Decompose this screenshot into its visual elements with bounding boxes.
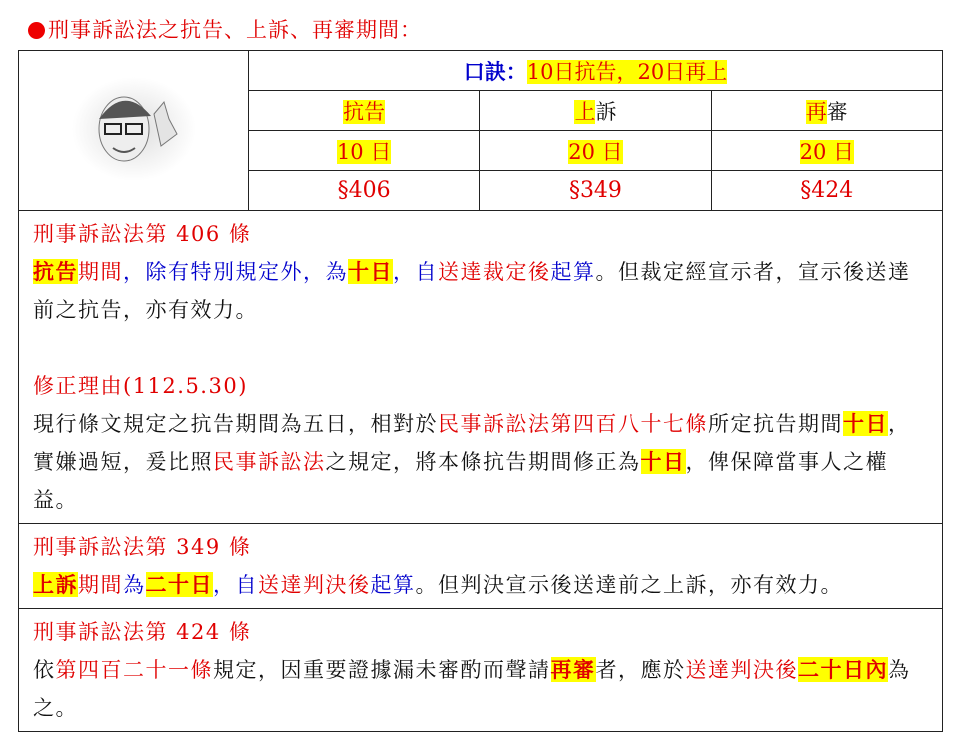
text-segment: 民事訴訟法第四百八十七條: [438, 412, 708, 436]
article-paragraph: [33, 329, 930, 367]
text-segment: ，自: [213, 573, 258, 597]
section-ref: §406: [337, 178, 391, 203]
highlighted-text: 上訴: [33, 572, 78, 597]
text-segment: 第四百二十一條: [55, 658, 213, 682]
text-segment: 起算: [370, 573, 416, 597]
text-segment: 者，應於: [595, 658, 686, 682]
portrait-sketch: [19, 51, 249, 211]
article-heading: 刑事訴訟法第 424 條: [33, 620, 252, 644]
portrait-icon: [69, 74, 199, 184]
text-segment: 為之。: [33, 658, 911, 720]
highlighted-text: 十日: [843, 411, 888, 436]
highlighted-text: 二十日: [145, 572, 213, 597]
highlighted-text: 十日: [640, 449, 686, 474]
red-bullet-icon: [28, 22, 45, 39]
article-paragraph: [33, 253, 930, 329]
article-heading: 刑事訴訟法第 406 條: [33, 222, 252, 246]
text-segment: 民事訴訟法: [213, 450, 326, 474]
header-highlight: 上: [574, 99, 596, 124]
text-segment: 依: [33, 658, 56, 682]
text-segment: 期間: [78, 260, 123, 284]
highlighted-text: 再審: [550, 657, 596, 682]
days-value: 10 日: [336, 139, 392, 164]
text-segment: 為: [123, 573, 146, 597]
article-paragraph: [33, 405, 930, 519]
text-segment: 送達判決後: [685, 658, 798, 682]
text-segment: 。但裁定經宣示者，宣示後送達前之抗告，亦有效力。: [33, 260, 911, 322]
mnemonic-label: 口訣：: [463, 58, 527, 84]
text-segment: 規定，因重要證據漏未審酌而聲請: [213, 658, 551, 682]
text-segment: ，自: [393, 260, 438, 284]
days-value: 20 日: [799, 139, 854, 164]
article-heading: 刑事訴訟法第 349 條: [33, 535, 252, 559]
header-highlight: 抗告: [343, 99, 386, 124]
section-cell: [480, 171, 711, 211]
text-segment: 修正理由(112.5.30): [33, 374, 248, 398]
mnemonic-cell: [249, 51, 943, 91]
page-title: [28, 14, 422, 44]
text-segment: 期間: [78, 573, 123, 597]
text-segment: 起算: [550, 260, 596, 284]
column-header-appeal: [249, 91, 480, 131]
text-segment: 送達裁定後: [438, 260, 551, 284]
text-segment: 送達判決後: [258, 573, 371, 597]
text-segment: 之規定，將本條抗告期間修正為: [325, 450, 641, 474]
article-406: [19, 211, 943, 524]
column-header-shangsu: [480, 91, 711, 131]
summary-table: [18, 50, 943, 732]
title-text: 刑事訴訟法之抗告、上訴、再審期間：: [48, 18, 422, 42]
section-cell: [249, 171, 480, 211]
days-cell: [480, 131, 711, 171]
text-segment: 現行條文規定之抗告期間為五日，相對於: [33, 412, 438, 436]
days-cell: [249, 131, 480, 171]
article-paragraph: [33, 651, 930, 727]
column-header-retrial: [711, 91, 942, 131]
days-cell: [711, 131, 942, 171]
article-424: [19, 609, 943, 732]
header-rest: 訴: [595, 99, 617, 124]
text-segment: 所定抗告期間: [708, 412, 843, 436]
article-349: [19, 524, 943, 609]
article-paragraph: [33, 566, 930, 604]
header-rest: 審: [826, 99, 848, 124]
text-segment: ，除有特別規定外，為: [123, 260, 348, 284]
highlighted-text: 二十日內: [798, 657, 888, 682]
section-cell: [711, 171, 942, 211]
article-paragraph: [33, 367, 930, 405]
section-ref: §349: [568, 178, 622, 203]
text-segment: ，俾保障當事人之權益。: [33, 450, 888, 512]
section-ref: §424: [800, 178, 854, 203]
mnemonic-text: 10日抗告，20日再上: [526, 59, 728, 84]
header-highlight: 再: [805, 99, 827, 124]
days-value: 20 日: [568, 139, 623, 164]
highlighted-text: 十日: [348, 259, 393, 284]
text-segment: ，實嫌過短，爰比照: [33, 412, 911, 474]
text-segment: 。但判決宣示後送達前之上訴，亦有效力。: [415, 573, 843, 597]
highlighted-text: 抗告: [33, 259, 78, 284]
